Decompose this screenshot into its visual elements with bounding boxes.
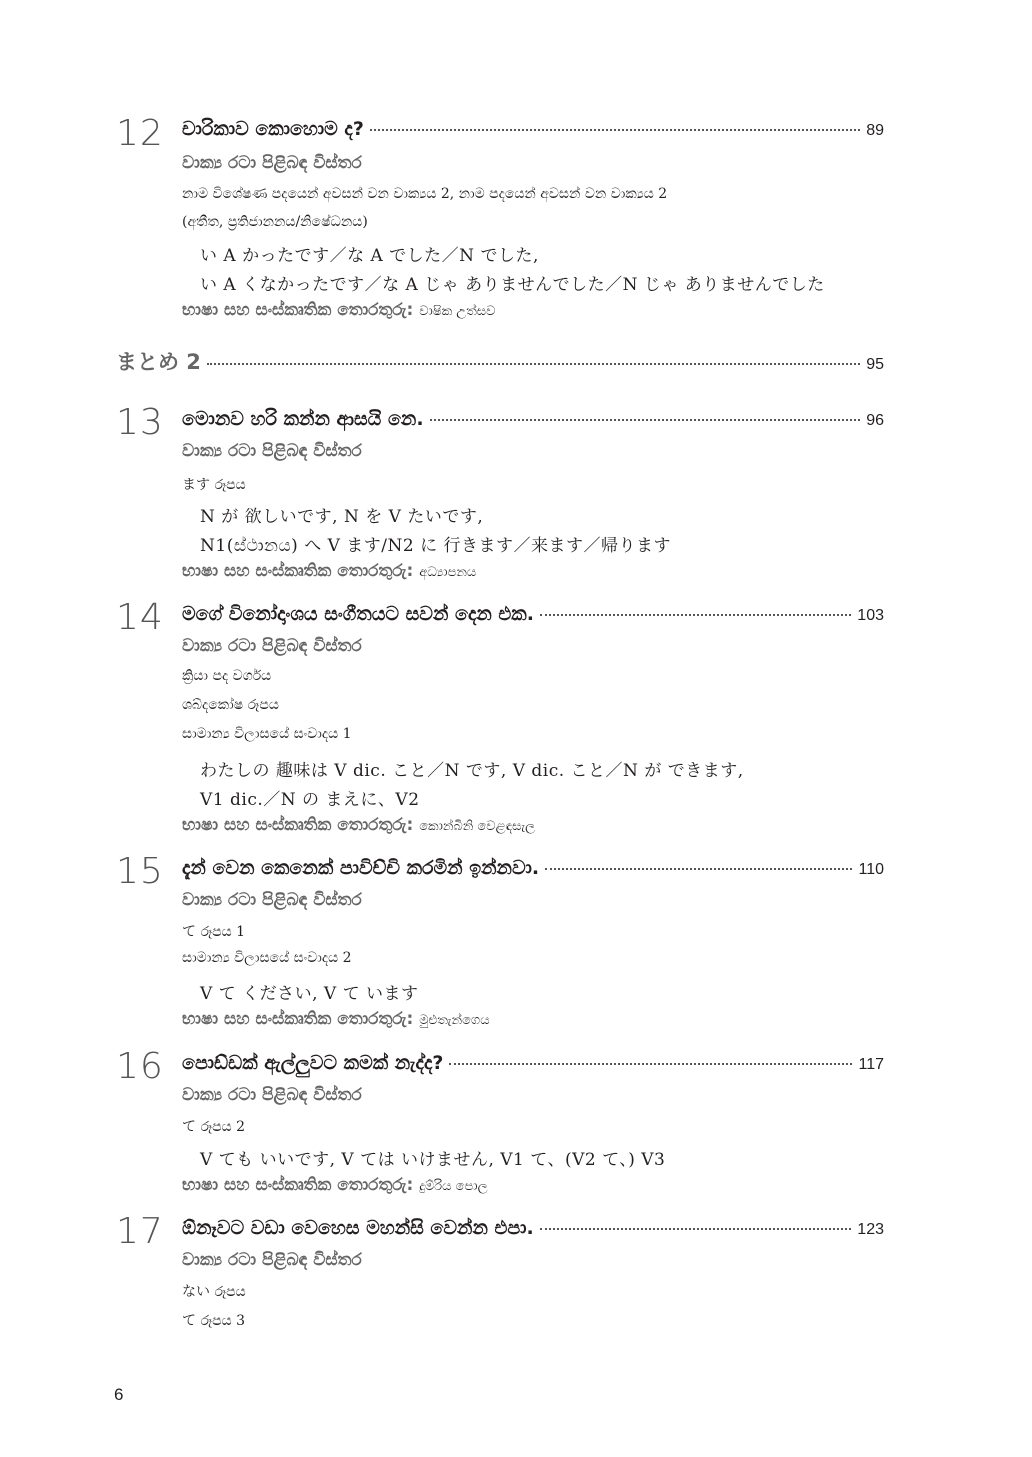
grammar-topic: ශබ්දකෝෂ රූපය — [182, 697, 279, 713]
culture-heading — [182, 300, 495, 320]
culture-heading — [182, 1175, 488, 1195]
dot-leader — [207, 363, 860, 365]
pattern-line: V1 dic.／N の まえに、V2 — [200, 790, 420, 810]
grammar-topic: නාම විශේෂණ පදයෙන් අවසන් වන වාක්‍යය 2, නාම පදයෙන් අවසන් වන වාක්‍යය 2 — [182, 186, 668, 202]
chapter-title-row[interactable] — [182, 118, 884, 148]
matome-label: まとめ 2 — [116, 350, 201, 374]
chapter-title: ඕනෑවට වඩා වෙහෙස මහන්සි වෙන්න එපා. — [182, 1217, 534, 1239]
chapter-number: 17 — [116, 1211, 164, 1252]
pattern-line: N が 欲しいです, N を V たいです, — [200, 507, 484, 527]
chapter-page-ref: 103 — [857, 607, 884, 624]
grammar-topic: සාමාන්‍ය විලාසයේ සංවාදය 2 — [182, 950, 352, 966]
dot-leader — [540, 1228, 852, 1230]
chapter-title: දැන් වෙන කෙනෙක් පාවිච්චි කරමින් ඉන්නවා. — [182, 857, 540, 879]
pattern-line: い A かったです／な A でした／N でした, — [200, 246, 539, 266]
pattern-line: V て ください, V て います — [200, 984, 419, 1004]
culture-topic: මුළුතැන්ගෙය — [419, 1013, 490, 1028]
culture-label: භාෂා සහ සංස්කෘතික තොරතුරු: — [182, 1175, 414, 1195]
matome-row[interactable] — [116, 346, 884, 376]
pattern-line: N1(ස්ථානය) へ V ます/N2 に 行きます／来ます／帰ります — [200, 536, 672, 556]
culture-topic: අධ්‍යාපනය — [419, 565, 477, 580]
grammar-topic: て රූපය 1 — [182, 924, 246, 940]
chapter-number: 12 — [116, 113, 164, 154]
chapter-page-ref: 110 — [858, 861, 884, 878]
pattern-line: い A くなかったです／な A じゃ ありませんでした／N じゃ ありませんでした — [200, 275, 825, 295]
culture-label: භාෂා සහ සංස්කෘතික තොරතුරු: — [182, 561, 414, 581]
chapter-number: 16 — [116, 1046, 164, 1087]
culture-topic: දුම්රිය පොල — [419, 1179, 488, 1194]
chapter-number: 13 — [116, 402, 164, 443]
sentence-pattern-heading: වාක්‍ය රටා පිළිබඳ විස්තර — [182, 1085, 362, 1105]
grammar-topic: සාමාන්‍ය විලාසයේ සංවාදය 1 — [182, 726, 352, 742]
chapter-title-row[interactable] — [182, 603, 884, 633]
chapter-title-row[interactable] — [182, 408, 884, 438]
page-number: 6 — [114, 1385, 124, 1404]
culture-label: භාෂා සහ සංස්කෘතික තොරතුරු: — [182, 815, 414, 835]
dot-leader — [449, 1063, 852, 1065]
grammar-topic: て රූපය 3 — [182, 1313, 246, 1329]
dot-leader — [540, 614, 851, 616]
grammar-topic: (අතීත, ප්‍රතිජානනය/නිෂේධනය) — [182, 214, 368, 230]
chapter-page-ref: 96 — [866, 412, 884, 429]
chapter-number: 15 — [116, 851, 164, 892]
dot-leader — [370, 129, 860, 131]
sentence-pattern-heading: වාක්‍ය රටා පිළිබඳ විස්තර — [182, 636, 362, 656]
chapter-title: චාරිකාව කොහොම ද? — [182, 118, 364, 140]
grammar-topic: ます රූපය — [182, 477, 246, 493]
culture-topic: කොන්බිනි වෙළඳසැල — [419, 819, 536, 834]
sentence-pattern-heading: වාක්‍ය රටා පිළිබඳ විස්තර — [182, 1250, 362, 1270]
sentence-pattern-heading: වාක්‍ය රටා පිළිබඳ විස්තර — [182, 441, 362, 461]
chapter-title: පොඩ්ඩක් ඇල්ලුවට කමක් නැද්ද? — [182, 1052, 444, 1074]
culture-label: භාෂා සහ සංස්කෘතික තොරතුරු: — [182, 300, 414, 320]
culture-heading — [182, 815, 535, 835]
culture-label: භාෂා සහ සංස්කෘතික තොරතුරු: — [182, 1009, 414, 1029]
chapter-title: මගේ විනෝදාංශය සංගීතයට සවන් දෙන එක. — [182, 603, 534, 625]
chapter-page-ref: 117 — [858, 1056, 884, 1073]
dot-leader — [430, 419, 861, 421]
chapter-title-row[interactable] — [182, 1217, 884, 1247]
chapter-title-row[interactable] — [182, 857, 884, 887]
grammar-topic: ක්‍රියා පද වර්ගය — [182, 668, 272, 684]
culture-topic: වාෂික උත්සව — [419, 304, 496, 319]
dot-leader — [545, 868, 852, 870]
matome-page-ref: 95 — [866, 356, 884, 373]
sentence-pattern-heading: වාක්‍ය රටා පිළිබඳ විස්තර — [182, 890, 362, 910]
grammar-topic: ない රූපය — [182, 1284, 246, 1300]
pattern-line: V ても いいです, V ては いけません, V1 て、(V2 て、) V3 — [200, 1150, 666, 1170]
grammar-topic: て රූපය 2 — [182, 1119, 246, 1135]
culture-heading — [182, 1009, 490, 1029]
chapter-title-row[interactable] — [182, 1052, 884, 1082]
pattern-line: わたしの 趣味は V dic. こと／N です, V dic. こと／N が できます, — [200, 761, 744, 781]
culture-heading — [182, 561, 476, 581]
chapter-page-ref: 123 — [857, 1221, 884, 1238]
chapter-title: මොනව හරි කන්න ආසයි නෙ. — [182, 408, 424, 430]
sentence-pattern-heading: වාක්‍ය රටා පිළිබඳ විස්තර — [182, 153, 362, 173]
chapter-page-ref: 89 — [866, 122, 884, 139]
chapter-number: 14 — [116, 597, 164, 638]
